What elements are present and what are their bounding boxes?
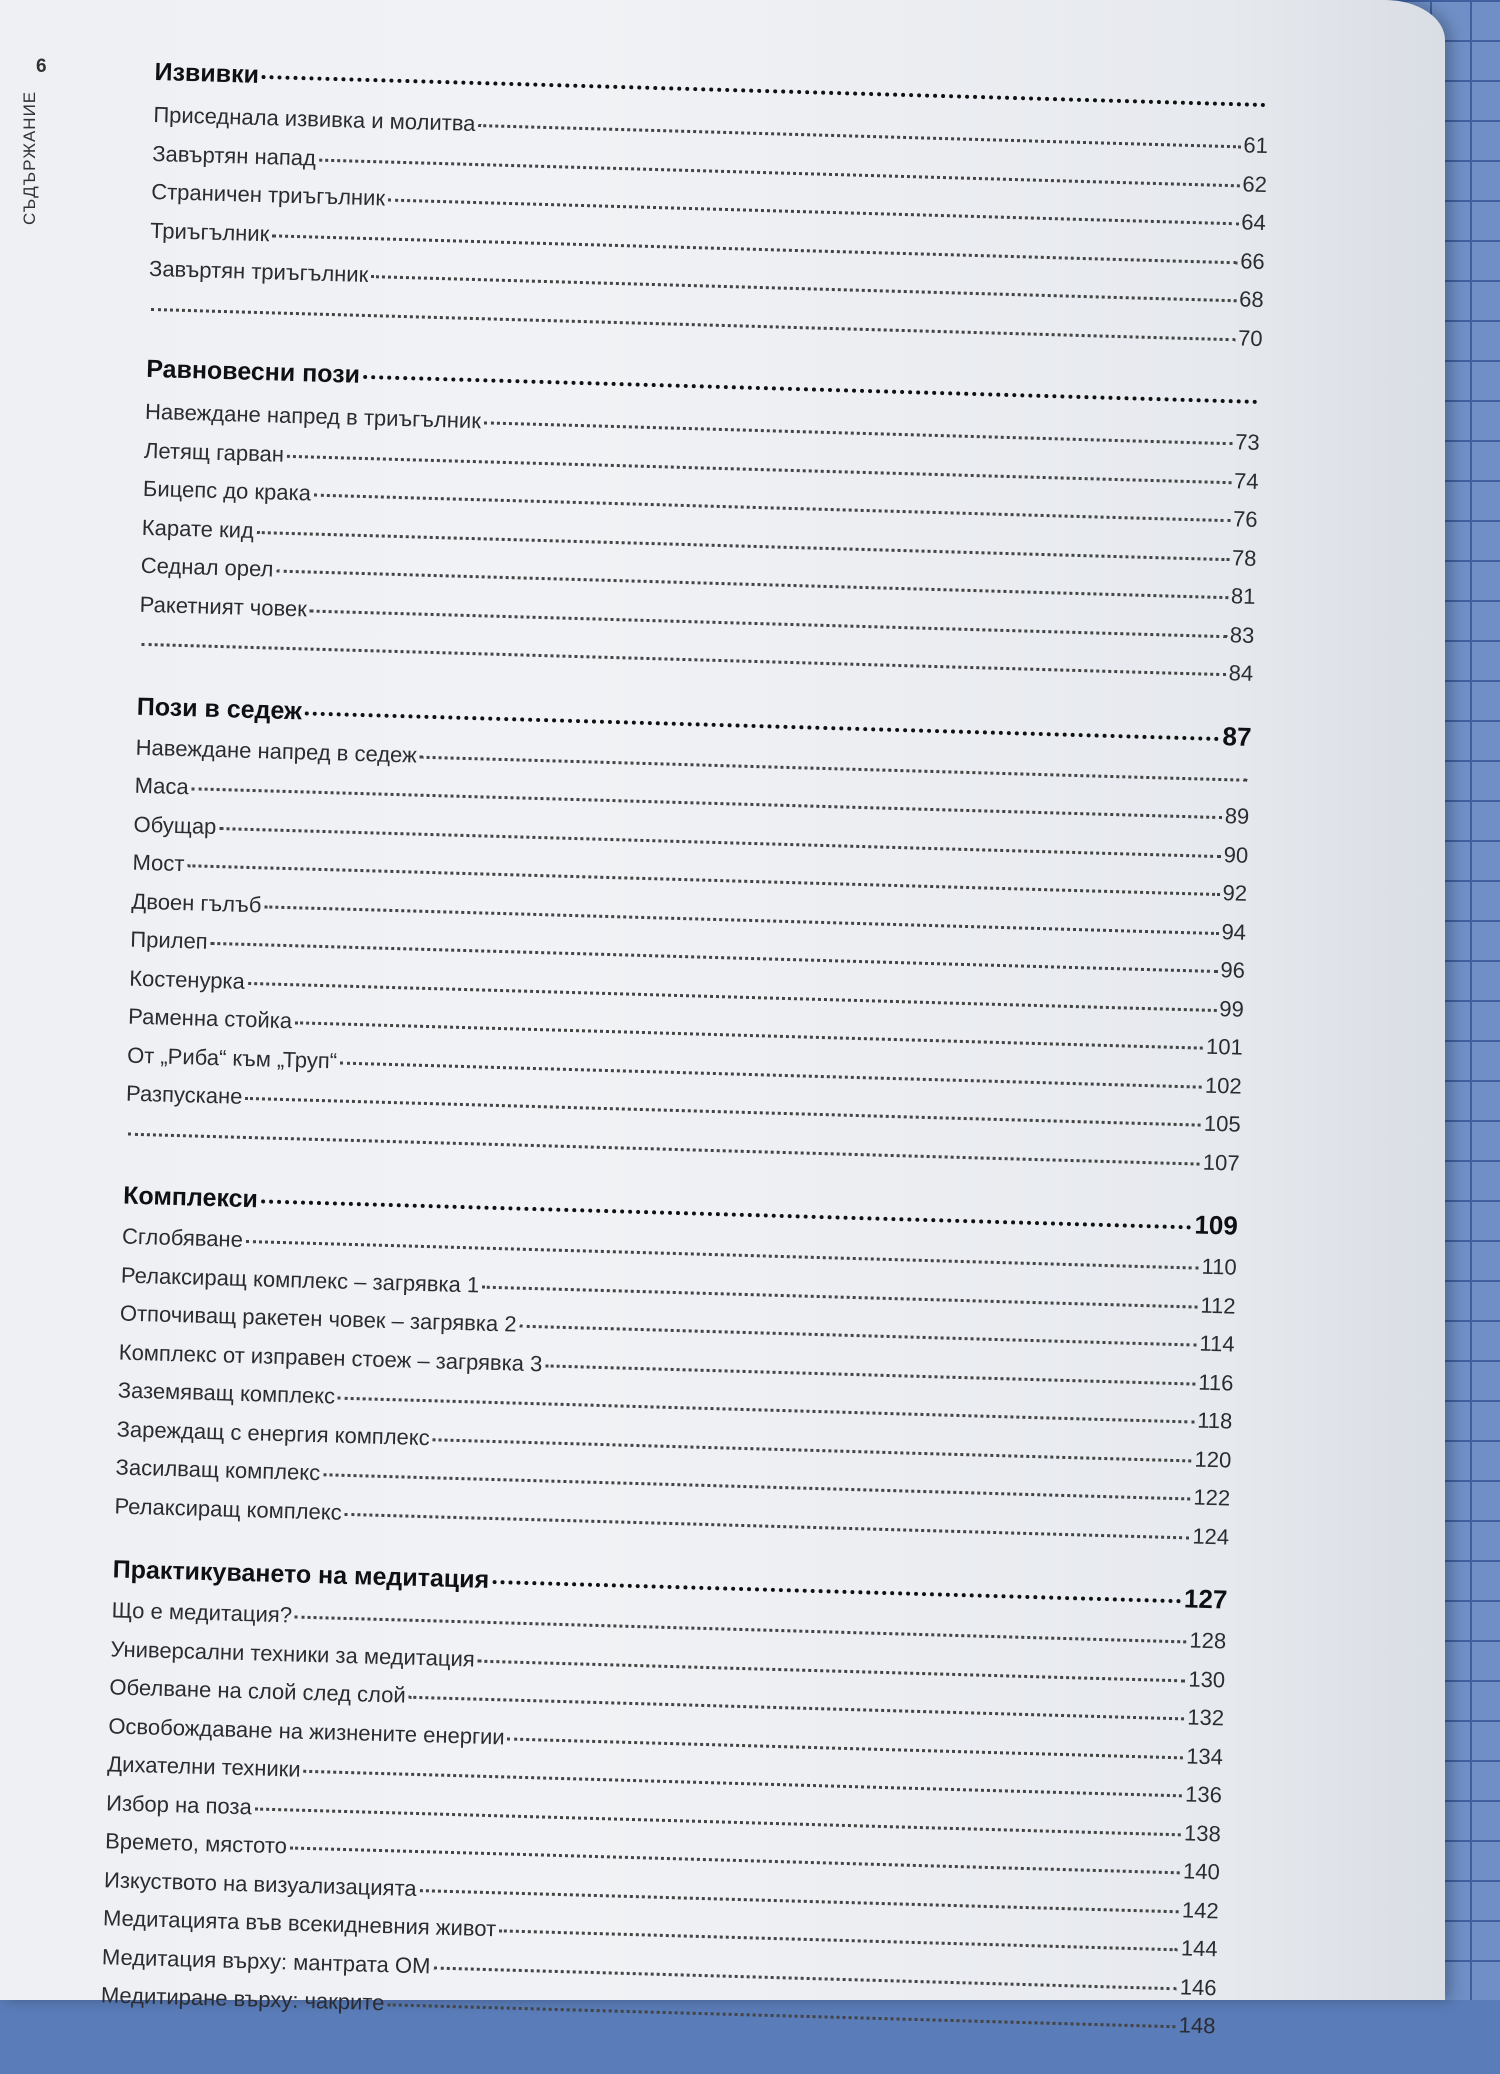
entry-page: 120 <box>1194 1446 1232 1473</box>
running-head: СЪДЪРЖАНИЕ <box>20 90 39 225</box>
dot-leader <box>363 375 1258 404</box>
entry-page: 64 <box>1241 209 1267 236</box>
entry-title: Изкуството на визуализацията <box>103 1866 417 1901</box>
entry-page: 70 <box>1237 324 1263 351</box>
entry-title: Времето, мястото <box>104 1828 288 1859</box>
entry-title: Седнал орел <box>140 552 274 582</box>
entry-title: Обущар <box>133 811 217 839</box>
dot-leader <box>492 1580 1181 1603</box>
section-title: Равновесни пози <box>145 354 361 389</box>
dot-leader <box>261 1199 1192 1229</box>
entry-page: 124 <box>1192 1523 1230 1550</box>
entry-title: Триъгълник <box>149 217 270 246</box>
entry-title: Медитация върху: мантрата ОМ <box>101 1943 431 1978</box>
entry-page: 99 <box>1219 995 1245 1022</box>
entry-page: 68 <box>1238 286 1265 313</box>
entry-title: Релаксиращ комплекс – загрявка 1 <box>120 1262 480 1298</box>
entry-title: Приседнала извивка и молитва <box>153 101 476 136</box>
entry-page: 62 <box>1242 170 1268 197</box>
entry-page: 116 <box>1198 1369 1234 1396</box>
entry-page: 101 <box>1205 1033 1244 1060</box>
entry-page: 132 <box>1187 1704 1225 1731</box>
entry-title: Заземяващ комплекс <box>117 1377 336 1409</box>
entry-page: 134 <box>1185 1742 1224 1769</box>
toc-section <box>100 1553 1228 2051</box>
entry-page: 146 <box>1179 1973 1217 2000</box>
toc-section <box>124 690 1252 1188</box>
section-title: Практикуването на медитация <box>112 1555 490 1594</box>
entry-page: 81 <box>1230 583 1256 609</box>
entry-page: 138 <box>1183 1819 1222 1846</box>
entry-title: Релаксиращ комплекс <box>114 1492 343 1525</box>
entry-title: Универсални техники за медитация <box>110 1635 476 1672</box>
entry-page: 144 <box>1180 1935 1218 1962</box>
entry-title: Медитиране върху: чакрите <box>100 1982 385 2016</box>
table-of-contents <box>100 58 1270 2074</box>
section-title: Пози в седеж <box>136 692 303 725</box>
entry-title: Костенурка <box>128 965 246 994</box>
entry-title: Раменна стойка <box>127 1003 293 1034</box>
entry-title: Разпускане <box>125 1080 243 1109</box>
entry-title: Засилващ комплекс <box>115 1454 321 1486</box>
section-title: Комплекси <box>122 1181 259 1214</box>
entry-title: Отпочиващ ракетен човек – загрявка 2 <box>119 1300 517 1337</box>
entry-title: Завъртян триъгълник <box>148 255 369 288</box>
section-title: Извивки <box>154 58 260 89</box>
entry-page: 110 <box>1201 1253 1238 1280</box>
entry-title: Страничен триъгълник <box>150 178 386 211</box>
entry-page: 94 <box>1221 918 1247 945</box>
entry-title: Комплекс от изправен стоеж – загрявка 3 <box>118 1339 543 1376</box>
page-number: 6 <box>36 56 47 77</box>
entry-title: Ракетният човек <box>139 591 308 621</box>
entry-page: 83 <box>1229 621 1255 648</box>
entry-page: 102 <box>1204 1072 1243 1099</box>
entry-page: 66 <box>1239 247 1266 274</box>
entry-title: Мост <box>132 849 185 877</box>
dot-leader <box>262 75 1266 107</box>
entry-title: Навеждане напред в седеж <box>135 734 418 768</box>
entry-title: Що е медитация? <box>111 1597 293 1628</box>
entry-page: 73 <box>1234 429 1261 455</box>
entry-page: 74 <box>1233 467 1259 494</box>
entry-title: Двоен гълъб <box>131 888 262 917</box>
entry-title: Бицепс до крака <box>142 475 312 506</box>
entry-title: Дихателни техники <box>107 1751 301 1782</box>
entry-title: Прилеп <box>130 926 209 954</box>
entry-page: 76 <box>1232 506 1258 532</box>
section-page: 109 <box>1194 1209 1239 1241</box>
entry-page: 61 <box>1243 132 1269 159</box>
dot-leader <box>499 1929 1178 1951</box>
entry-page: 140 <box>1182 1858 1221 1885</box>
entry-title: Навеждане напред в триъгълник <box>144 398 482 434</box>
entry-page: 92 <box>1222 880 1248 906</box>
entry-title: Карате кид <box>141 514 255 543</box>
entry-page: 128 <box>1189 1627 1227 1654</box>
entry-page: 105 <box>1203 1110 1242 1137</box>
entry-title: Сглобяване <box>121 1223 244 1252</box>
entry-page: 114 <box>1199 1330 1235 1357</box>
entry-page: 112 <box>1200 1292 1236 1319</box>
entry-page: 142 <box>1181 1896 1220 1923</box>
entry-page: 107 <box>1202 1149 1240 1176</box>
entry-title: Медитацията във всекидневния живот <box>102 1905 497 1942</box>
entry-page: 96 <box>1220 957 1246 983</box>
dot-leader <box>519 1325 1196 1347</box>
entry-title: Избор на поза <box>105 1789 253 1819</box>
entry-page: 89 <box>1224 803 1250 829</box>
dot-leader <box>545 1364 1195 1385</box>
dot-leader <box>478 1659 1186 1682</box>
entry-title: Освобождаване на жизнените енергии <box>108 1712 506 1749</box>
section-page: 127 <box>1183 1583 1228 1615</box>
entry-page: 136 <box>1184 1781 1223 1808</box>
entry-title: Летящ гарван <box>143 437 285 467</box>
section-page: 87 <box>1222 720 1252 752</box>
toc-section <box>114 1180 1238 1563</box>
entry-page: 84 <box>1228 660 1254 686</box>
entry-title: Зареждащ с енергия комплекс <box>116 1415 431 1450</box>
dot-leader <box>482 1285 1197 1308</box>
entry-page: 148 <box>1178 2012 1216 2039</box>
entry-page: 90 <box>1223 841 1249 868</box>
entry-page: 78 <box>1231 544 1257 571</box>
toc-section <box>138 355 1261 700</box>
dot-leader <box>305 711 1220 741</box>
dot-leader <box>508 1737 1184 1759</box>
toc-section <box>147 58 1269 364</box>
entry-page: 118 <box>1196 1407 1233 1434</box>
entry-title: Завъртян напад <box>151 140 317 171</box>
entry-title: От „Риба“ към „Труп“ <box>126 1042 338 1073</box>
entry-page: 122 <box>1193 1484 1231 1511</box>
entry-title: Маса <box>134 772 190 800</box>
entry-page: 130 <box>1188 1665 1226 1693</box>
entry-title: Обелване на слой след слой <box>109 1674 407 1708</box>
